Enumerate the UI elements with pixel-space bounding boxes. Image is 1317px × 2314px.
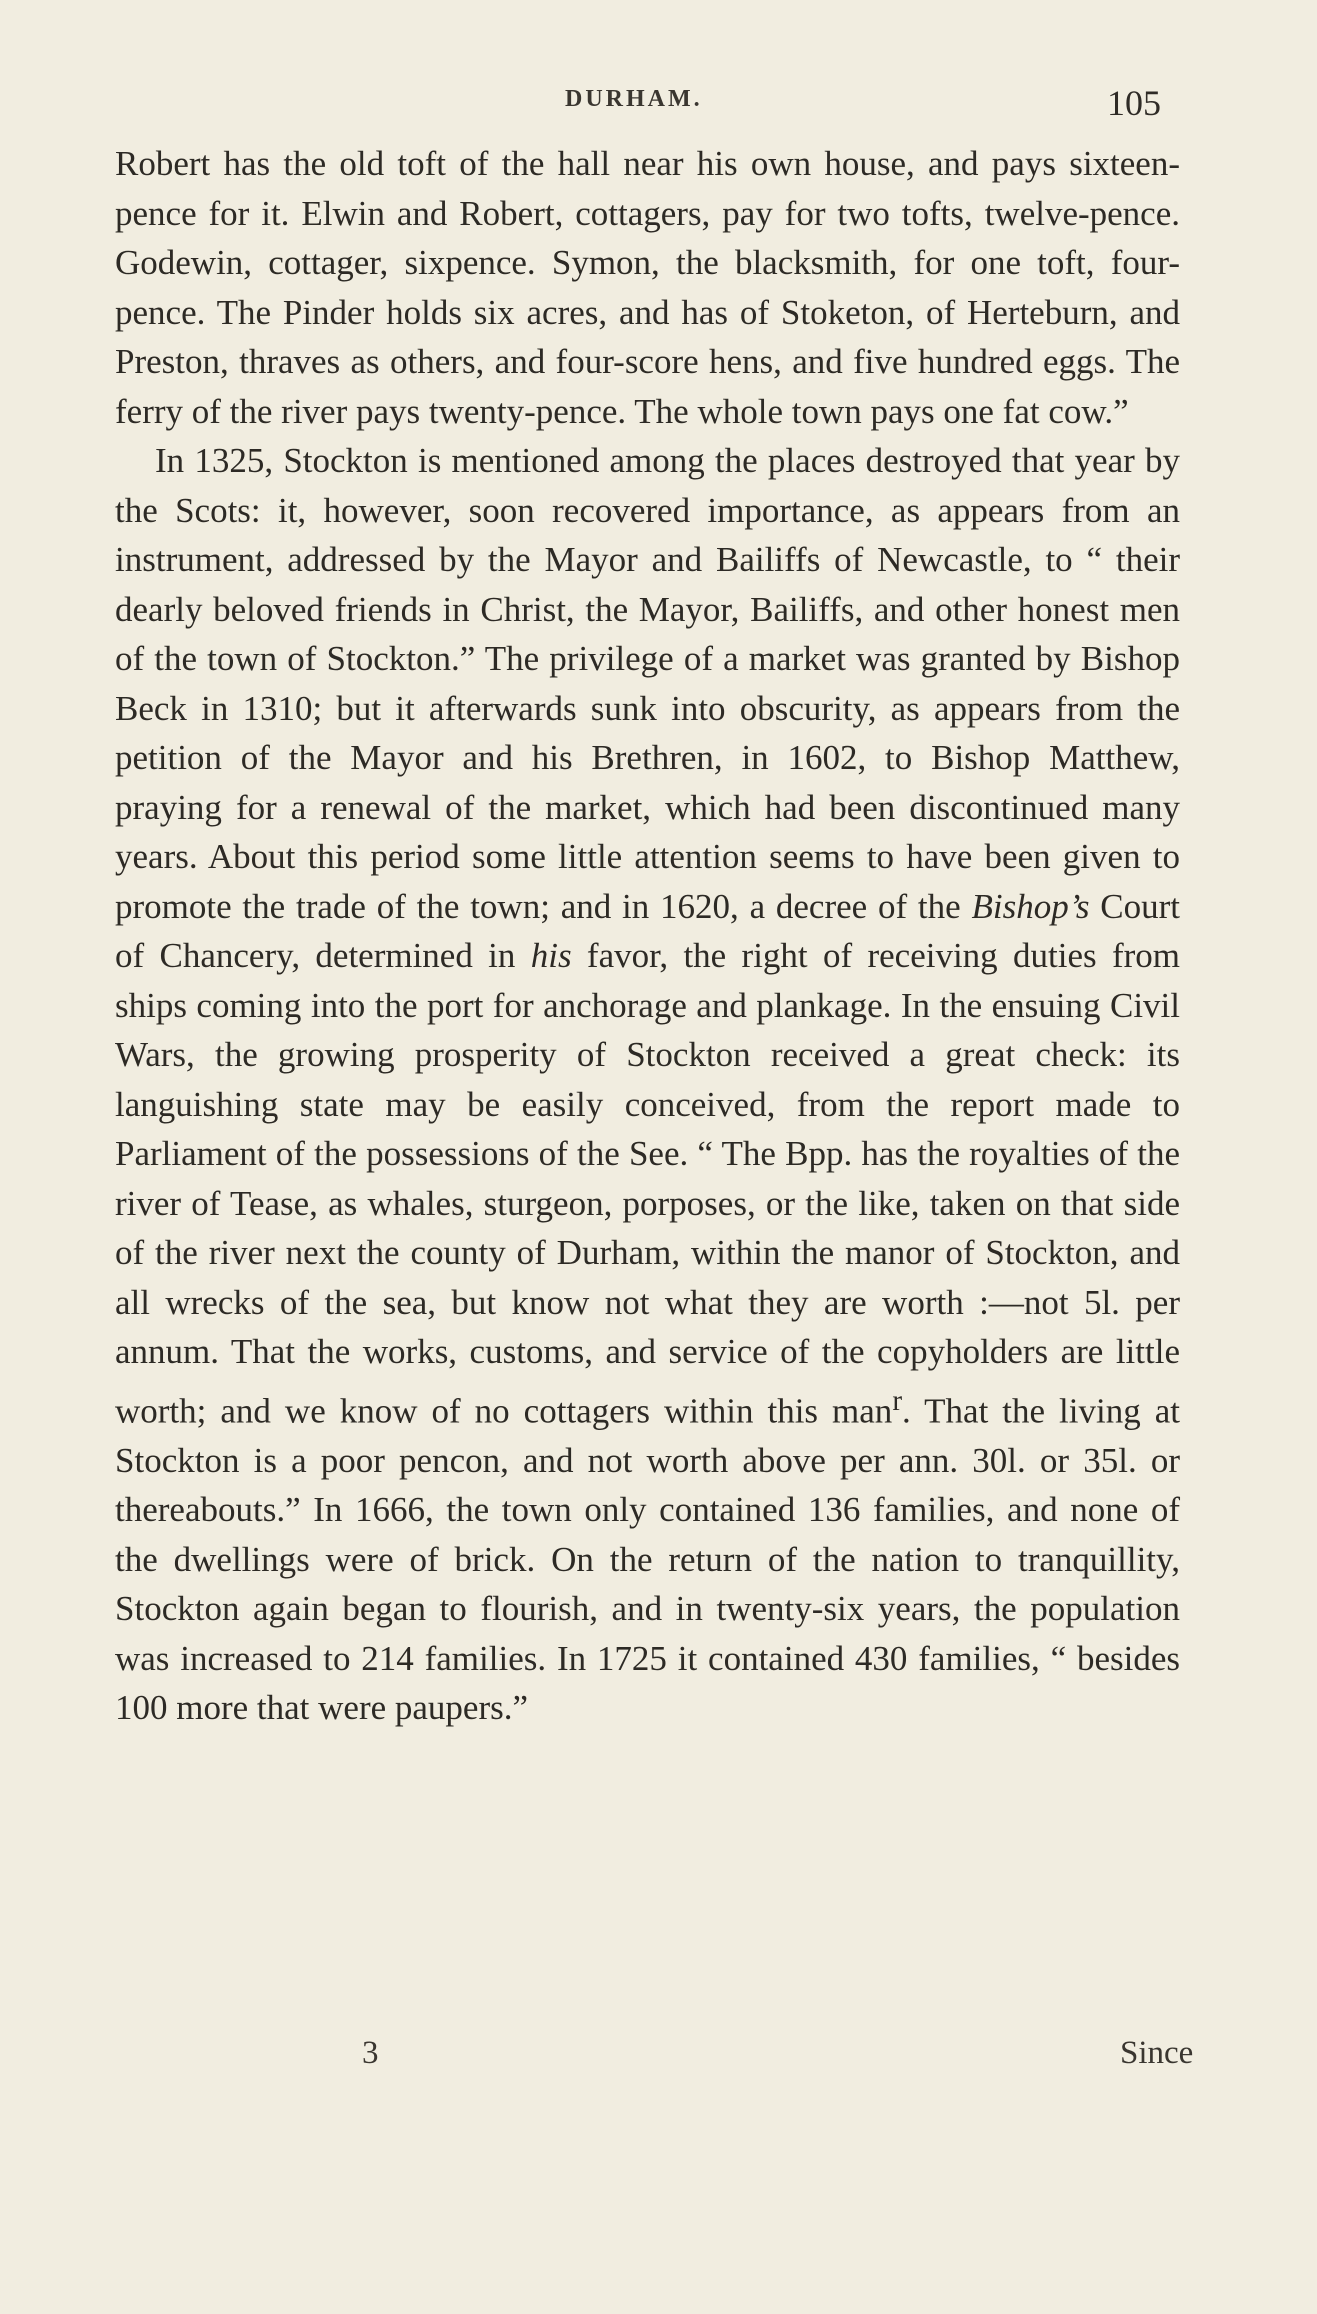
paragraph-2-part-a: In 1325, Stockton is mentioned among the places destroyed that year by the Scots: it, however, soon recovered importance, as appears from an instrument, addressed by the Mayor and Bailiffs of Newcastle, to “ their dearly beloved friends in Christ, the Mayor, Bailiffs, and other honest men of the town of Stockton.” The privilege of a market was granted by Bishop Beck in 1310; but it afterwards sunk into obscurity, as appears from the petition of the Mayor and his Brethren, in 1602, to Bishop Matthew, praying for a renewal of the market, which had been discontinued many years. About this period some little attention seems to have been given to promote the trade of the town; and in 1620, a decree of the (115, 441, 1180, 926)
paragraph-2-part-c: favor, the right of receiving duties from ships coming into the port for anchorage and plankage. In the ensuing Civil Wars, the growing prosperity of Stockton received a great check: its languishing state may be easily conceived, from the report made to Parliament of the possessions of the See. “ The Bpp. has the royalties of the river of Tease, as whales, sturgeon, porposes, or the like, taken on that side of the river next the county of Durham, within the manor of Stockton, and all wrecks of the sea, but know not what they are worth :—not 5l. per annum. That the works, customs, and service of the copyholders are little worth; and we know of no cottagers within this man (115, 936, 1180, 1431)
signature-mark: 3 (362, 2035, 379, 2071)
superscript-r: r (892, 1384, 903, 1417)
catchword: Since (1120, 2035, 1194, 2071)
paragraph-2 (115, 436, 1180, 1733)
running-head (0, 83, 1317, 126)
running-title: DURHAM. (565, 86, 703, 112)
paragraph-1: Robert has the old toft of the hall near his own house, and pays sixteen-pence for it. Elwin and Robert, cottagers, pay for two tofts, twelve-pence. Godewin, cottager, sixpence. Symon, the blacksmith, for one toft, four-pence. The Pinder holds six acres, and has of Stoketon, of Herteburn, and Preston, thraves as others, and four-score hens, and five hundred eggs. The ferry of the river pays twenty-pence. The whole town pays one fat cow.” (115, 144, 1180, 431)
paragraph-2-part-d: . That the living at Stockton is a poor pencon, and not worth above per ann. 30l. or 35l. or thereabouts.” In 1666, the town only contained 136 families, and none of the dwellings were of brick. On the return of the nation to tranquillity, Stockton again began to flourish, and in twenty-six years, the population was increased to 214 families. In 1725 it contained 430 families, “ besides 100 more that were paupers.” (115, 1391, 1180, 1728)
paragraph-2-part-b: Court of Chancery, determined in (115, 886, 1180, 975)
footer-line (0, 2035, 1317, 2075)
body-text (115, 139, 1180, 1733)
italic-his: his (530, 936, 572, 975)
italic-bishops: Bishop’s (971, 886, 1090, 926)
page-number: 105 (1107, 83, 1161, 123)
